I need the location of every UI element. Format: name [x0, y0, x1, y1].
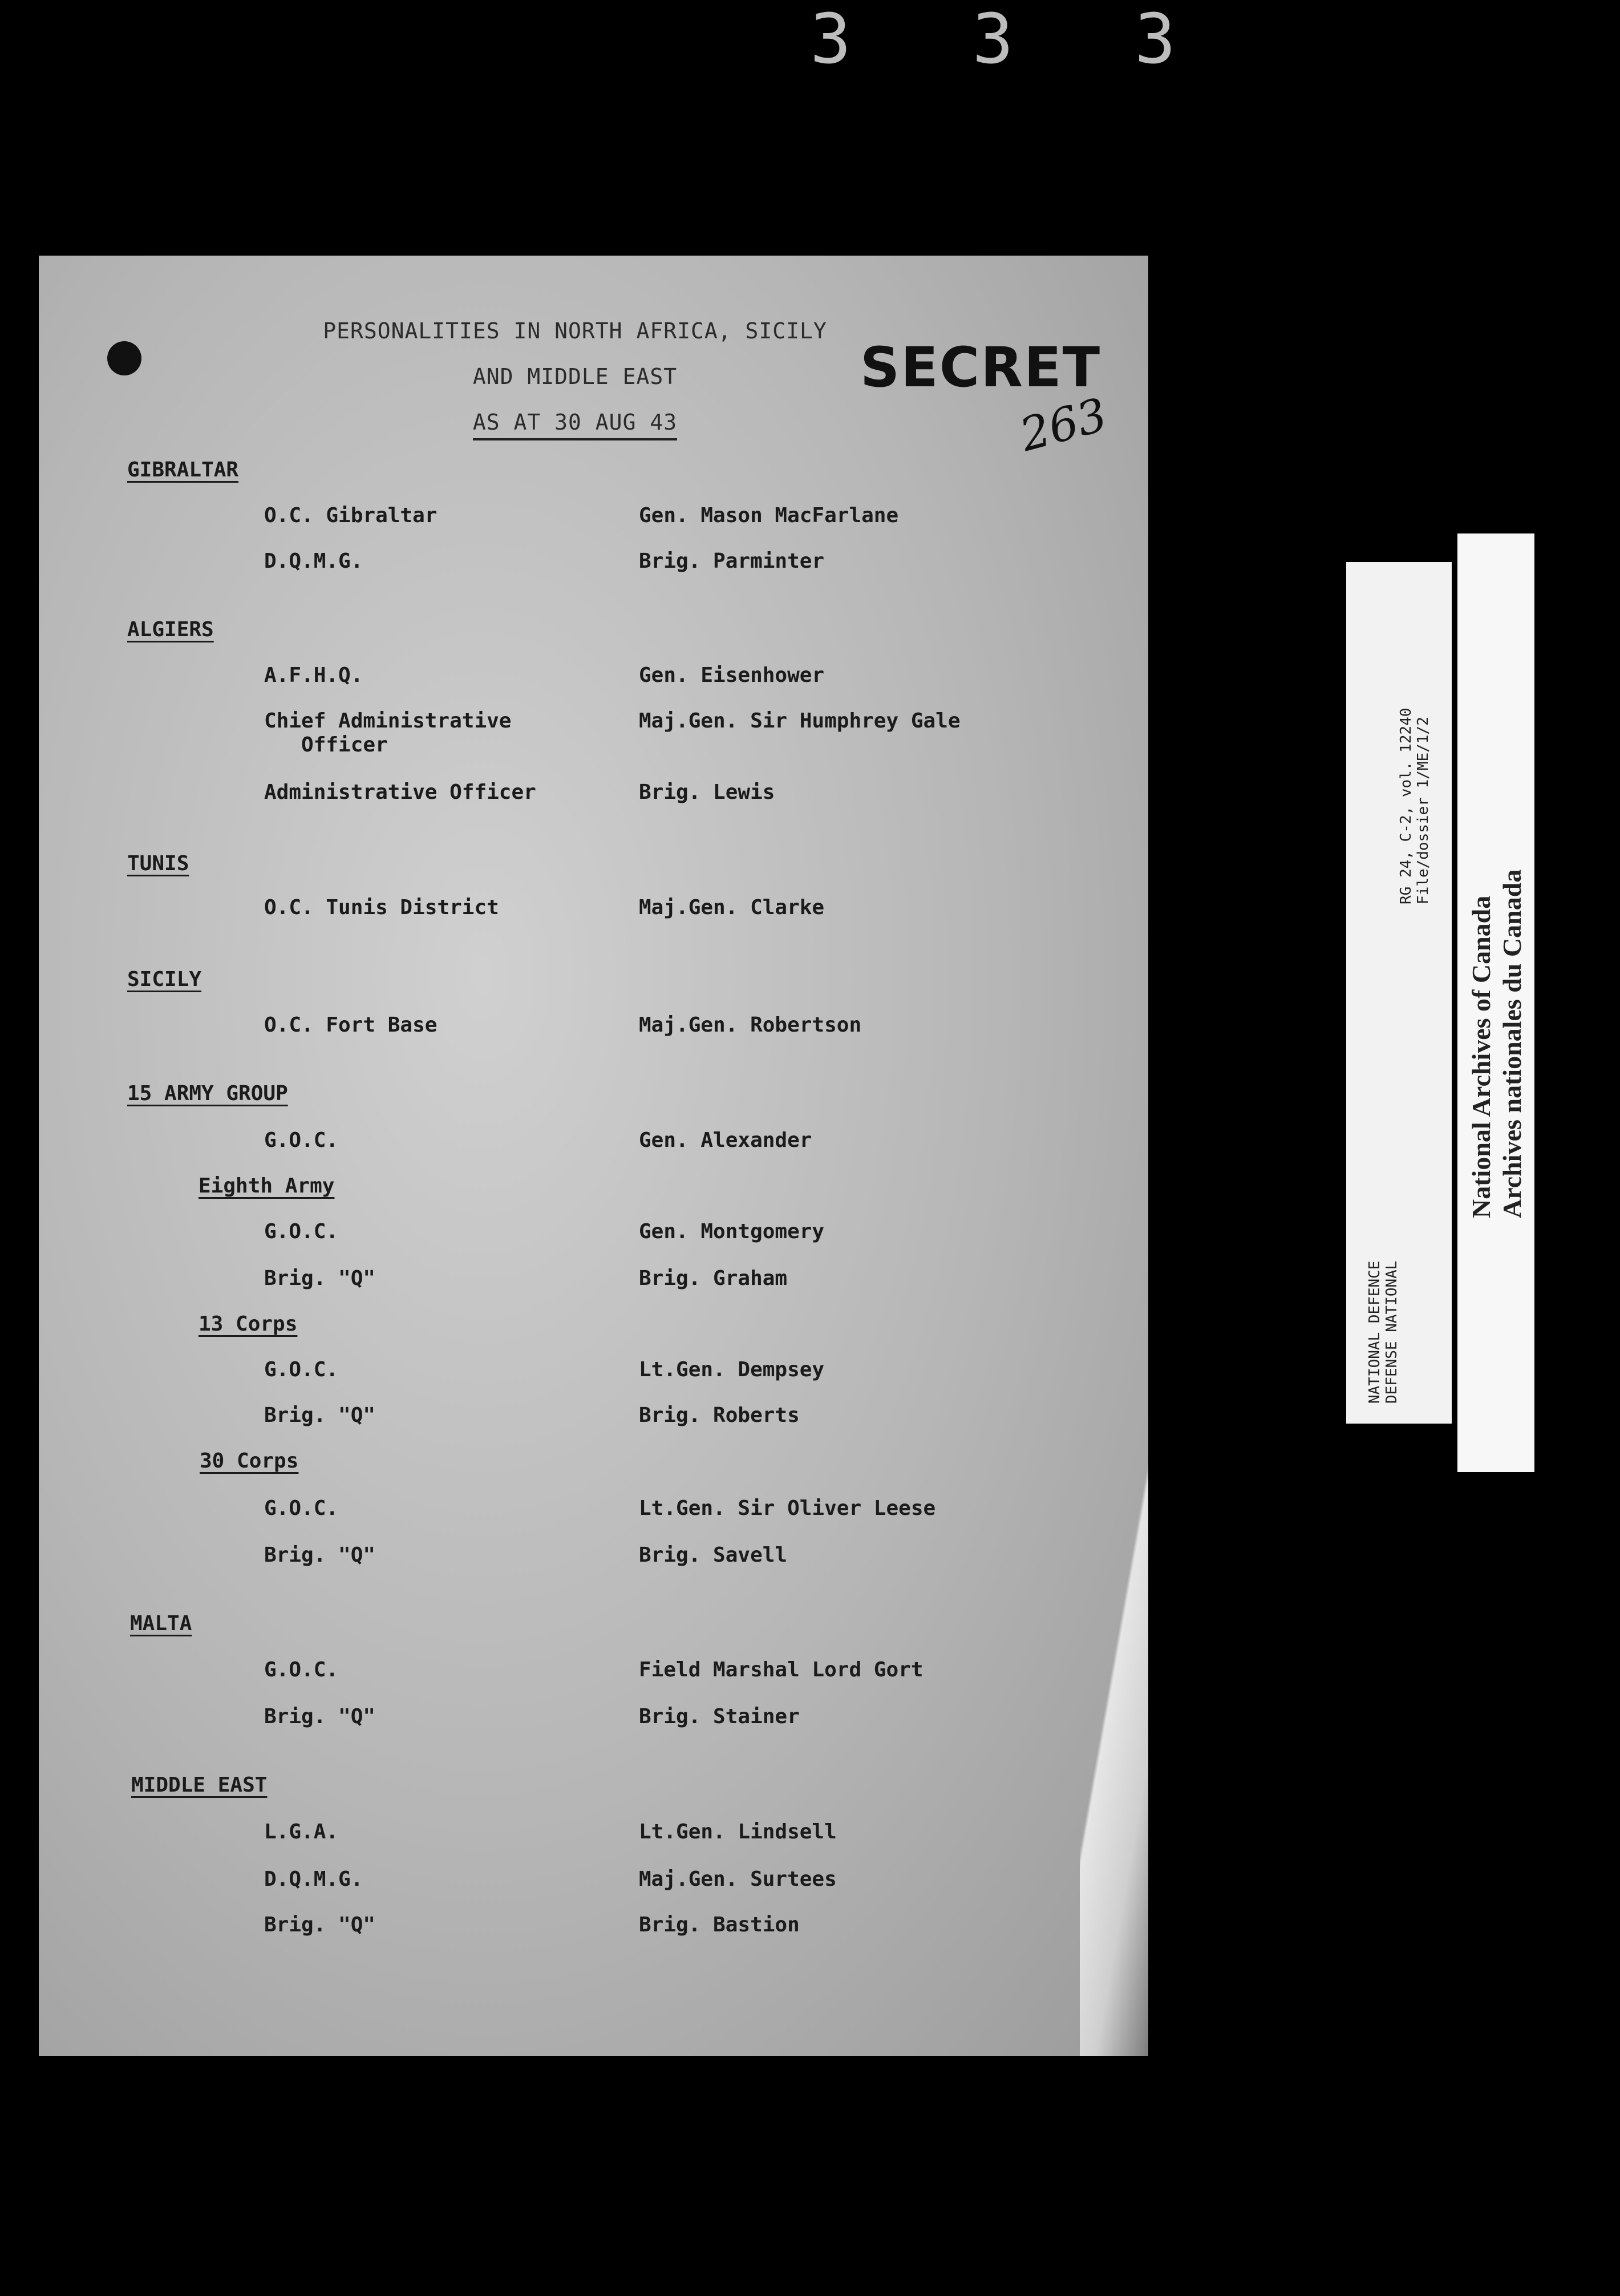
entry-name: Lt.Gen. Dempsey	[639, 1358, 825, 1381]
entry-name: Field Marshal Lord Gort	[639, 1658, 924, 1681]
entry-name: Lt.Gen. Lindsell	[639, 1820, 837, 1844]
entry-name: Gen. Mason MacFarlane	[639, 504, 899, 527]
entry-role: A.F.H.Q.	[264, 664, 363, 687]
section-heading-15-army-group: 15 ARMY GROUP	[127, 1082, 288, 1105]
entry-role: G.O.C.	[264, 1497, 339, 1520]
section-heading-gibraltar: GIBRALTAR	[127, 458, 239, 482]
entry-name: Gen. Montgomery	[639, 1220, 825, 1243]
subsection-heading-eighth-army: Eighth Army	[199, 1174, 335, 1198]
entry-name: Brig. Graham	[639, 1267, 788, 1290]
entry-name: Maj.Gen. Sir Humphrey Gale	[639, 709, 961, 733]
entry-role: Brig. "Q"	[264, 1543, 376, 1567]
section-heading-malta: MALTA	[130, 1612, 192, 1635]
section-heading-middle-east: MIDDLE EAST	[131, 1773, 268, 1797]
entry-name: Brig. Parminter	[639, 549, 825, 573]
defence-label-line1: NATIONAL DEFENCE	[1366, 1260, 1383, 1404]
entry-name: Gen. Eisenhower	[639, 664, 825, 687]
reference-stamp	[1346, 562, 1452, 1424]
document-page	[39, 256, 1148, 2056]
archives-label	[1466, 870, 1528, 1218]
archives-label-line1: National Archives of Canada	[1467, 895, 1496, 1218]
entry-role: Brig. "Q"	[264, 1267, 376, 1290]
section-heading-tunis: TUNIS	[127, 852, 189, 875]
entry-name: Lt.Gen. Sir Oliver Leese	[639, 1497, 936, 1520]
entry-role: O.C. Tunis District	[264, 896, 499, 919]
entry-role: G.O.C.	[264, 1220, 339, 1243]
entry-role: L.G.A.	[264, 1820, 339, 1844]
page-tear	[1080, 1454, 1148, 2056]
entry-role: Brig. "Q"	[264, 1913, 376, 1937]
frame-mark: 3 3 3	[810, 0, 1216, 79]
subsection-heading-30-corps: 30 Corps	[200, 1449, 299, 1473]
subsection-heading-13-corps: 13 Corps	[199, 1312, 298, 1336]
entry-role: Brig. "Q"	[264, 1404, 376, 1427]
entry-name: Brig. Lewis	[639, 781, 775, 804]
entry-name: Brig. Stainer	[639, 1705, 800, 1728]
entry-name: Brig. Roberts	[639, 1404, 800, 1427]
defence-label	[1366, 1261, 1400, 1404]
entry-name: Maj.Gen. Surtees	[639, 1867, 837, 1891]
archives-label-line2: Archives nationales du Canada	[1497, 869, 1526, 1218]
classification-stamp: SECRET	[860, 335, 1101, 399]
document-title-line2: AND MIDDLE EAST	[472, 364, 678, 389]
reference-label-line2: File/dossier 1/ME/1/2	[1415, 717, 1432, 904]
archives-stamp	[1457, 533, 1534, 1472]
section-heading-algiers: ALGIERS	[127, 618, 214, 641]
entry-role: Brig. "Q"	[264, 1705, 376, 1728]
entry-role: D.Q.M.G.	[264, 549, 363, 573]
reference-label-line1: RG 24, C-2, vol. 12240	[1398, 708, 1415, 904]
handwritten-folio-number: 263	[1014, 387, 1113, 462]
entry-role: O.C. Gibraltar	[264, 504, 438, 527]
document-title-line1: PERSONALITIES IN NORTH AFRICA, SICILY	[323, 318, 827, 343]
reference-label	[1398, 708, 1432, 904]
document-date-line: AS AT 30 AUG 43	[39, 410, 1128, 435]
entry-role: G.O.C.	[264, 1129, 339, 1152]
entry-role: G.O.C.	[264, 1658, 339, 1681]
entry-name: Brig. Bastion	[639, 1913, 800, 1937]
entry-role: O.C. Fort Base	[264, 1013, 438, 1037]
entry-role: D.Q.M.G.	[264, 1867, 363, 1891]
entry-name: Gen. Alexander	[639, 1129, 812, 1152]
section-heading-sicily: SICILY	[127, 968, 202, 991]
defence-label-line2: DEFENSE NATIONAL	[1383, 1260, 1400, 1404]
entry-name: Maj.Gen. Clarke	[639, 896, 825, 919]
entry-role: Administrative Officer	[264, 781, 536, 804]
entry-name: Brig. Savell	[639, 1543, 788, 1567]
entry-role: Chief Administrative Officer	[264, 709, 512, 757]
entry-name: Maj.Gen. Robertson	[639, 1013, 862, 1037]
entry-role: G.O.C.	[264, 1358, 339, 1381]
